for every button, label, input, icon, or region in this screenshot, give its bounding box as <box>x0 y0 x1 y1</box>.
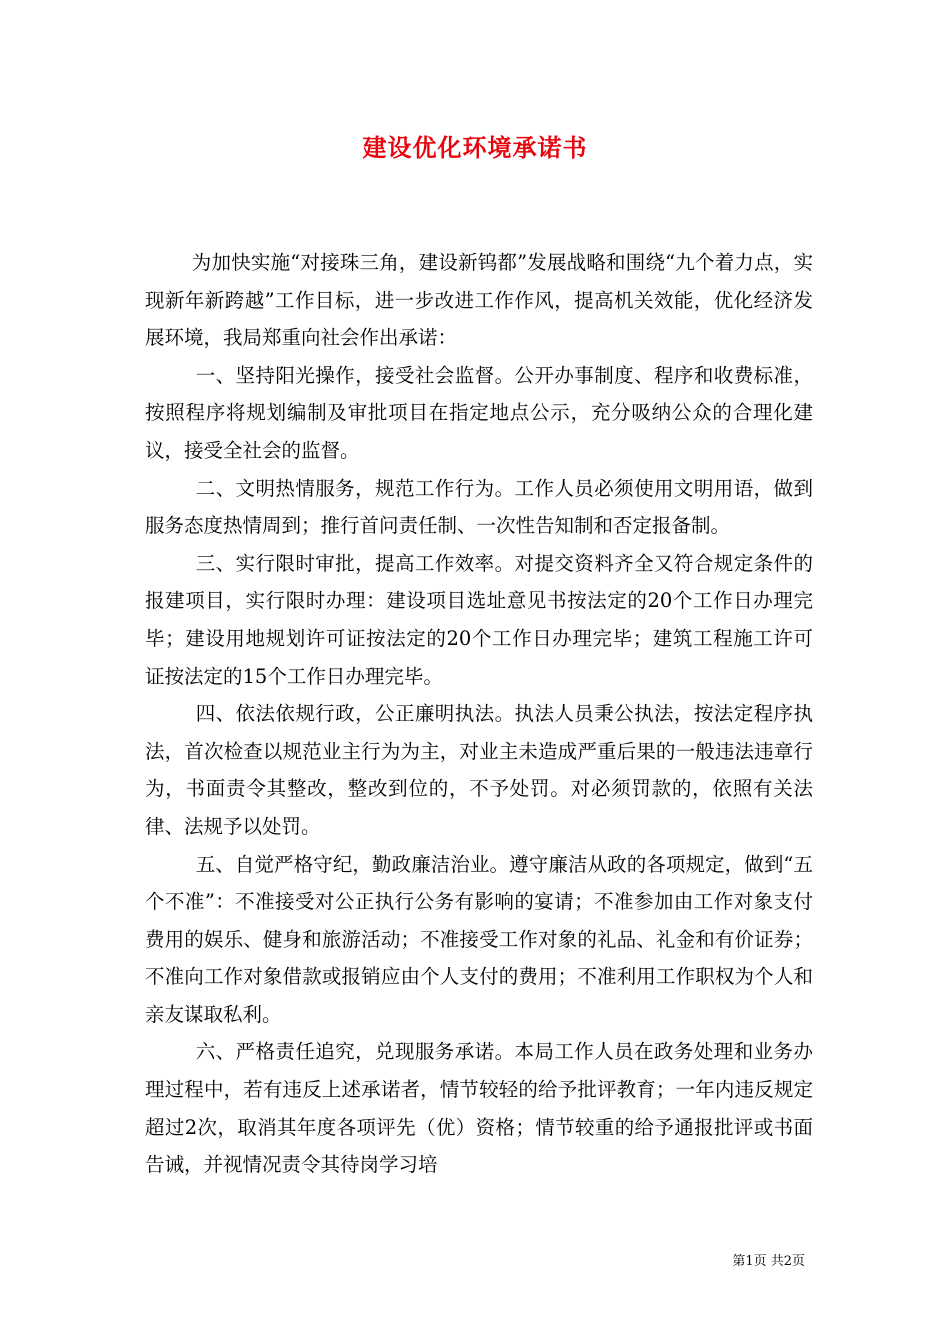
commitment-paragraph-1: 一、坚持阳光操作，接受社会监督。公开办事制度、程序和收费标准，按照程序将规划编制及审批项目在指定地点公示，充分吸纳公众的合理化建议，接受全社会的监督。 <box>145 363 813 462</box>
commitment-paragraph-6: 六、严格责任追究，兑现服务承诺。本局工作人员在政务处理和业务办理过程中，若有违反上述承诺者，情节较轻的给予批评教育；一年内违反规定超过2次，取消其年度各项评先（优）资格；情节较重的给予通报批评或书面告诫，并视情况责令其待岗学习培 <box>145 1040 813 1177</box>
page-number: 第1页 共2页 <box>732 1254 805 1269</box>
page-title: 建设优化环境承诺书 <box>362 133 588 162</box>
commitment-paragraph-5: 五、自觉严格守纪，勤政廉洁治业。遵守廉洁从政的各项规定，做到“五个不准”：不准接受对公正执行公务有影响的宴请；不准参加由工作对象支付费用的娱乐、健身和旅游活动；不准接受工作对象的礼品、礼金和有价证券；不准向工作对象借款或报销应由个人支付的费用；不准利用工作职权为个人和亲友谋取私利。 <box>145 852 813 1026</box>
commitment-paragraph-3: 三、实行限时审批，提高工作效率。对提交资料齐全又符合规定条件的报建项目，实行限时办理：建设项目选址意见书按法定的20个工作日办理完毕；建设用地规划许可证按法定的20个工作日办理完毕；建筑工程施工许可证按法定的15个工作日办理完毕。 <box>145 551 813 688</box>
intro-paragraph: 为加快实施“对接珠三角，建设新钨都”发展战略和围绕“九个着力点，实现新年新跨越”工作目标，进一步改进工作作风，提高机关效能，优化经济发展环境，我局郑重向社会作出承诺： <box>145 251 813 350</box>
document-body <box>145 244 813 1184</box>
commitment-paragraph-4: 四、依法依规行政，公正廉明执法。执法人员秉公执法，按法定程序执法，首次检查以规范业主行为为主，对业主未造成严重后果的一般违法违章行为，书面责令其整改，整改到位的，不予处罚。对必须罚款的，依照有关法律、法规予以处罚。 <box>145 702 813 838</box>
commitment-paragraph-2: 二、文明热情服务，规范工作行为。工作人员必须使用文明用语，做到服务态度热情周到；推行首问责任制、一次性告知制和否定报备制。 <box>145 476 813 538</box>
